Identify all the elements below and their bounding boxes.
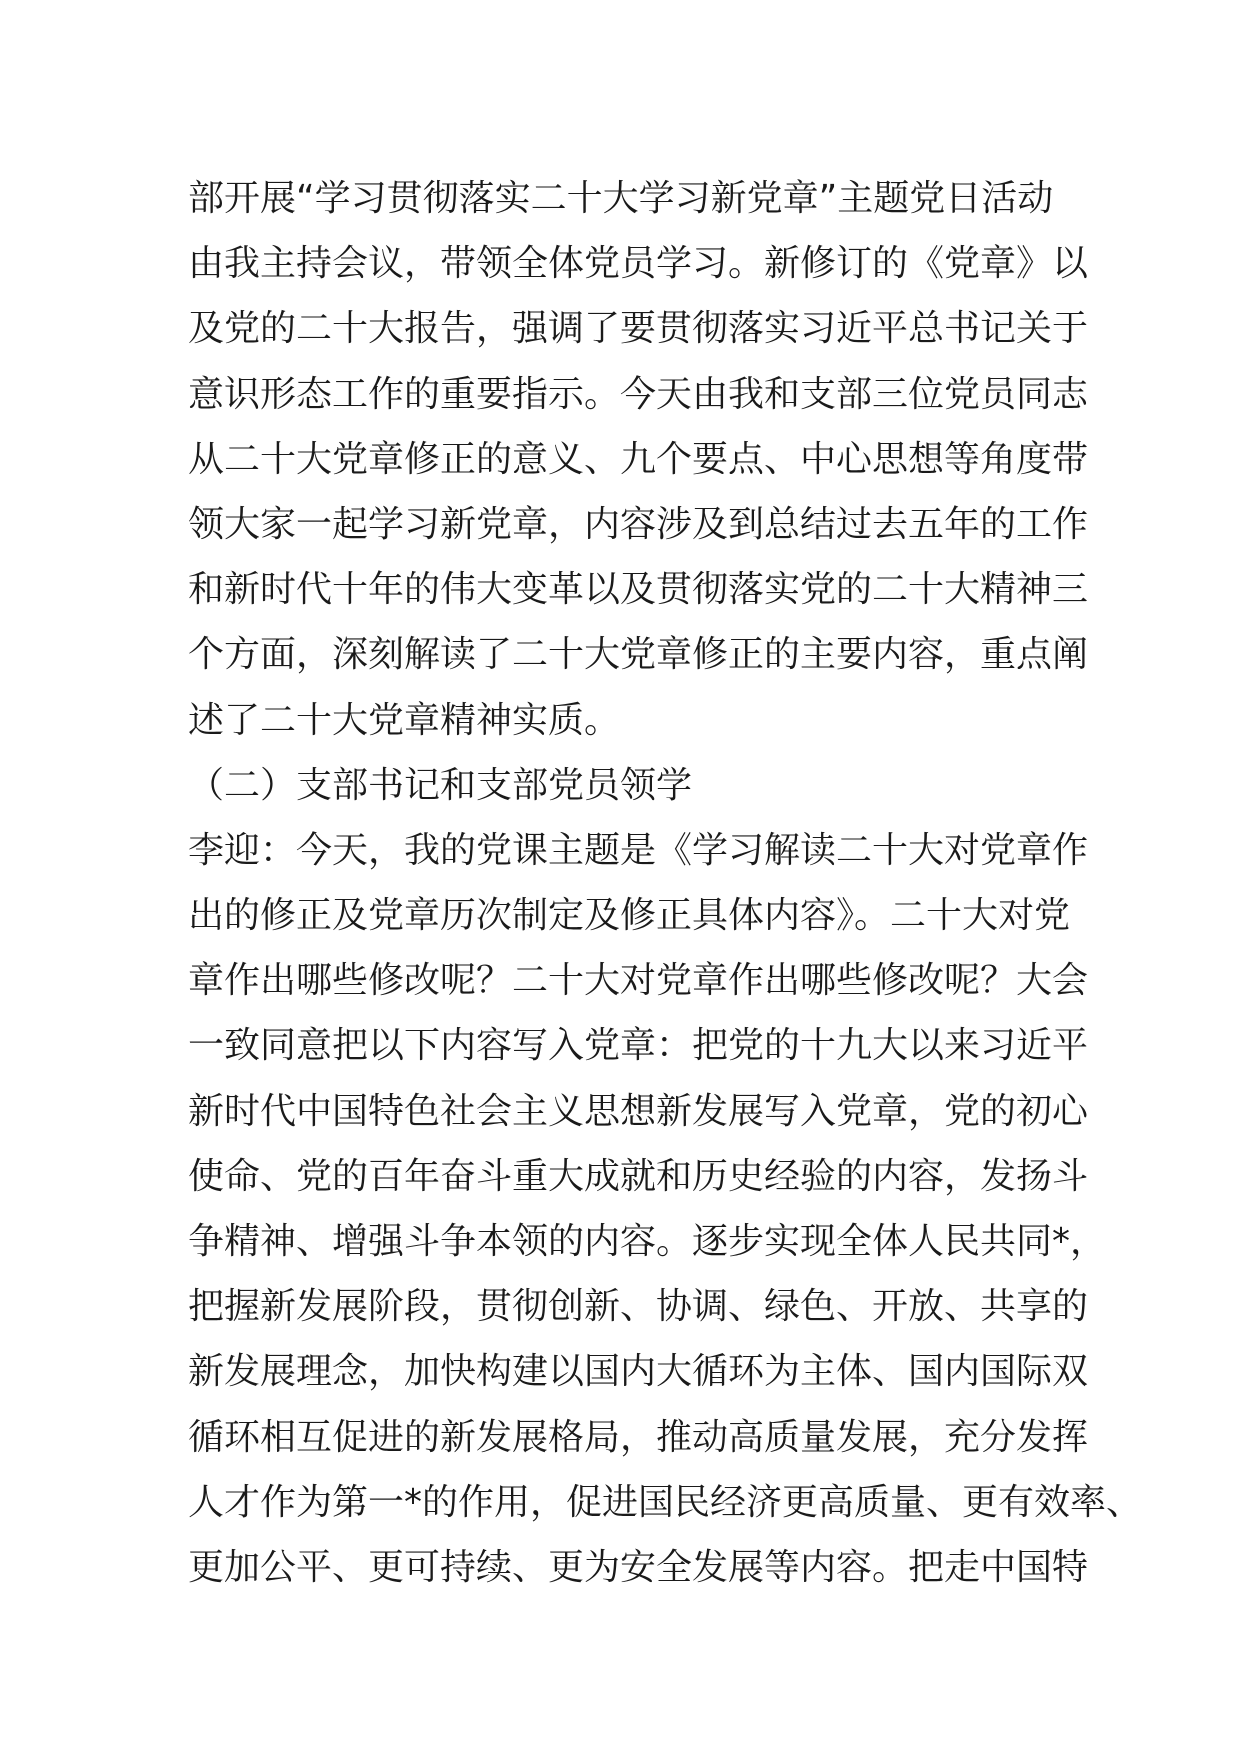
text-line: 新发展理念，加快构建以国内大循环为主体、国内国际双 <box>188 1351 1089 1393</box>
text-line: 争精神、增强斗争本领的内容。逐步实现全体人民共同*， <box>188 1221 1107 1262</box>
text-line: 从二十大党章修正的意义、九个要点、中心思想等角度带 <box>188 438 1089 480</box>
text-line: 把握新发展阶段，贯彻创新、协调、绿色、开放、共享的 <box>188 1286 1089 1328</box>
text-line: 及党的二十大报告，强调了要贯彻落实习近平总书记关于 <box>188 308 1089 350</box>
text-line: 新时代中国特色社会主义思想新发展写入党章，党的初心 <box>188 1090 1089 1132</box>
text-line: 章作出哪些修改呢？二十大对党章作出哪些修改呢？大会 <box>188 960 1089 1002</box>
text-line: 个方面，深刻解读了二十大党章修正的主要内容，重点阐 <box>188 634 1089 676</box>
text-line: 循环相互促进的新发展格局，推动高质量发展，充分发挥 <box>188 1416 1089 1458</box>
text-line: 李迎：今天，我的党课主题是《学习解读二十大对党章作 <box>188 829 1089 871</box>
text-line: 使命、党的百年奋斗重大成就和历史经验的内容，发扬斗 <box>188 1155 1089 1197</box>
text-line: 出的修正及党章历次制定及修正具体内容》。二十大对党 <box>188 895 1071 937</box>
body-text <box>188 166 1143 1600</box>
text-line: 述了二十大党章精神实质。 <box>188 699 621 741</box>
text-line: 一致同意把以下内容写入党章：把党的十九大以来习近平 <box>188 1025 1089 1067</box>
text-line: 部开展“学习贯彻落实二十大学习新党章”主题党日活动 <box>188 178 1054 219</box>
text-line: 由我主持会议，带领全体党员学习。新修订的《党章》以 <box>188 243 1089 285</box>
section-heading: （二）支部书记和支部党员领学 <box>188 764 693 806</box>
text-line: 领大家一起学习新党章，内容涉及到总结过去五年的工作 <box>188 503 1089 545</box>
text-line: 意识形态工作的重要指示。今天由我和支部三位党员同志 <box>188 373 1089 415</box>
text-line: 更加公平、更可持续、更为安全发展等内容。把走中国特 <box>188 1546 1089 1588</box>
text-line: 和新时代十年的伟大变革以及贯彻落实党的二十大精神三 <box>188 569 1089 611</box>
text-line: 人才作为第一*的作用，促进国民经济更高质量、更有效率、 <box>188 1481 1143 1523</box>
